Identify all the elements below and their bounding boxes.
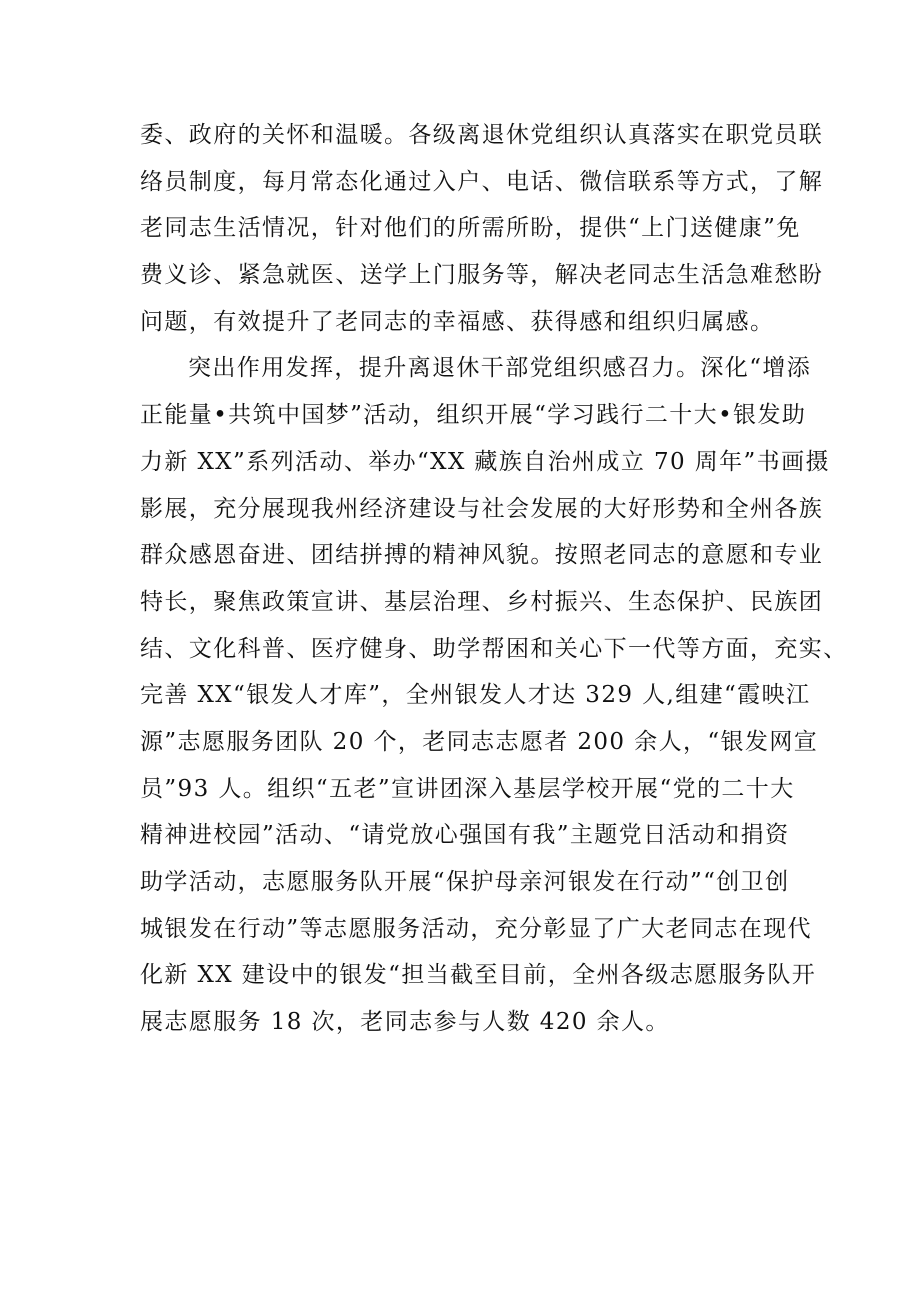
paragraph-line: 展志愿服务 18 次，老同志参与人数 420 余人。 [140,1009,670,1036]
paragraph-line: 助学活动，志愿服务队开展“保护母亲河银发在行动”“创卫创 [140,869,790,895]
paragraph-line: 委、政府的关怀和温暖。各级离退休党组织认真落实在职党员联 [140,122,824,148]
paragraph-line: 力新 XX”系列活动、举办“XX 藏族自治州成立 70 周年”书画摄 [140,448,830,475]
document-body [140,112,848,1046]
paragraph-line: 费义诊、紧急就医、送学上门服务等，解决老同志生活急难愁盼 [140,262,824,289]
paragraph-1 [140,112,824,345]
paragraph-line: 突出作用发挥，提升离退休干部党组织感召力。深化“增添 [188,355,812,382]
paragraph-2 [140,345,848,1045]
paragraph-line: 城银发在行动”等志愿服务活动，充分彰显了广大老同志在现代 [140,915,812,942]
paragraph-line: 精神进校园”活动、“请党放心强国有我”主题党日活动和捐资 [140,822,790,849]
paragraph-line: 完善 XX“银发人才库”，全州银发人才达 329 人,组建“霞映江 [140,682,811,709]
paragraph-line: 问题，有效提升了老同志的幸福感、获得感和组织归属感。 [140,308,775,335]
paragraph-line: 化新 XX 建设中的银发“担当截至目前，全州各级志愿服务队开 [140,962,817,989]
paragraph-line: 员”93 人。组织“五老”宣讲团深入基层学校开展“党的二十大 [140,775,795,802]
paragraph-line: 结、文化科普、医疗健身、助学帮困和关心下一代等方面，充实、 [140,635,848,662]
paragraph-line: 群众感恩奋进、团结拼搏的精神风貌。按照老同志的意愿和专业 [140,542,824,569]
paragraph-line: 正能量•共筑中国梦”活动，组织开展“学习践行二十大•银发助 [140,402,807,429]
paragraph-line: 络员制度，每月常态化通过入户、电话、微信联系等方式，了解 [140,168,824,195]
paragraph-line: 老同志生活情况，针对他们的所需所盼，提供“上门送健康”免 [140,215,801,242]
paragraph-line: 影展，充分展现我州经济建设与社会发展的大好形势和全州各族 [140,495,824,522]
paragraph-line: 源”志愿服务团队 20 个，老同志志愿者 200 余人，“银发网宣 [140,728,819,755]
paragraph-line: 特长，聚焦政策宣讲、基层治理、乡村振兴、生态保护、民族团 [140,588,824,615]
